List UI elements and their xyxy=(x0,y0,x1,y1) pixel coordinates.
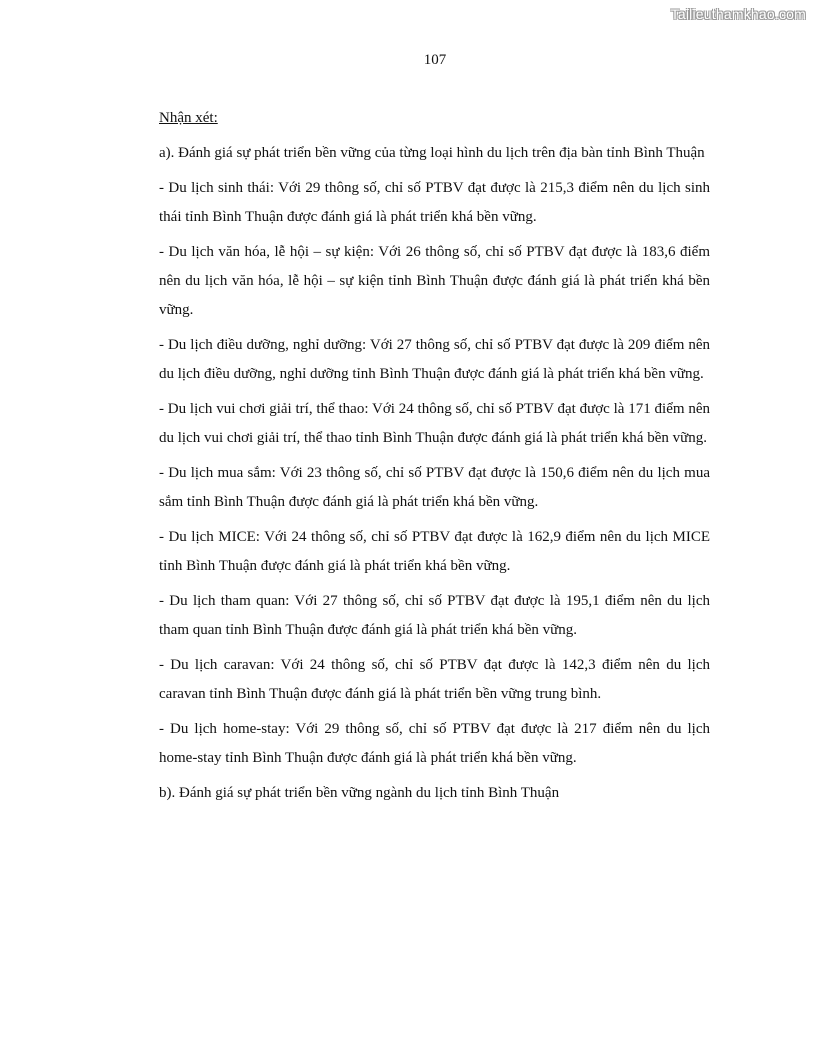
list-item: - Du lịch MICE: Với 24 thông số, chỉ số PTBV đạt được là 162,9 điểm nên du lịch MICE tỉnh Bình Thuận được đánh giá là phát triển khá bền vững. xyxy=(159,529,710,574)
list-item: - Du lịch caravan: Với 24 thông số, chỉ số PTBV đạt được là 142,3 điểm nên du lịch caravan tỉnh Bình Thuận được đánh giá là phát triển bền vững trung bình. xyxy=(159,657,710,702)
list-item: - Du lịch văn hóa, lễ hội – sự kiện: Với 26 thông số, chỉ số PTBV đạt được là 183,6 điểm nên du lịch văn hóa, lễ hội – sự kiện tỉnh Bình Thuận được đánh giá là phát triển khá bền vững. xyxy=(159,244,710,318)
list-item: - Du lịch tham quan: Với 27 thông số, chỉ số PTBV đạt được là 195,1 điểm nên du lịch tham quan tỉnh Bình Thuận được đánh giá là phát triển khá bền vững. xyxy=(159,593,710,638)
list-item: - Du lịch sinh thái: Với 29 thông số, chỉ số PTBV đạt được là 215,3 điểm nên du lịch sinh thái tỉnh Bình Thuận được đánh giá là phát triển khá bền vững. xyxy=(159,180,710,225)
list-item: - Du lịch mua sắm: Với 23 thông số, chỉ số PTBV đạt được là 150,6 điểm nên du lịch mua sắm tỉnh Bình Thuận được đánh giá là phát triển khá bền vững. xyxy=(159,465,710,510)
list-item: - Du lịch vui chơi giải trí, thể thao: Với 24 thông số, chỉ số PTBV đạt được là 171 điểm nên du lịch vui chơi giải trí, thể thao tỉnh Bình Thuận được đánh giá là phát triển khá bền vững. xyxy=(159,401,710,446)
section-heading: Nhận xét: xyxy=(159,110,218,126)
page-number: 107 xyxy=(423,52,447,68)
list-item: - Du lịch home-stay: Với 29 thông số, chỉ số PTBV đạt được là 217 điểm nên du lịch home-stay tỉnh Bình Thuận được đánh giá là phát triển khá bền vững. xyxy=(159,721,710,766)
watermark: Tailieuthamkhao.com xyxy=(670,6,806,22)
document-body xyxy=(159,104,710,814)
list-item: - Du lịch điều dưỡng, nghỉ dưỡng: Với 27 thông số, chỉ số PTBV đạt được là 209 điểm nên du lịch điều dưỡng, nghỉ dưỡng tỉnh Bình Thuận được đánh giá là phát triển khá bền vững. xyxy=(159,337,710,382)
section-a-title: a). Đánh giá sự phát triển bền vững của từng loại hình du lịch trên địa bàn tỉnh Bình Thuận xyxy=(159,145,705,161)
section-b-title: b). Đánh giá sự phát triển bền vững ngành du lịch tỉnh Bình Thuận xyxy=(159,785,560,801)
